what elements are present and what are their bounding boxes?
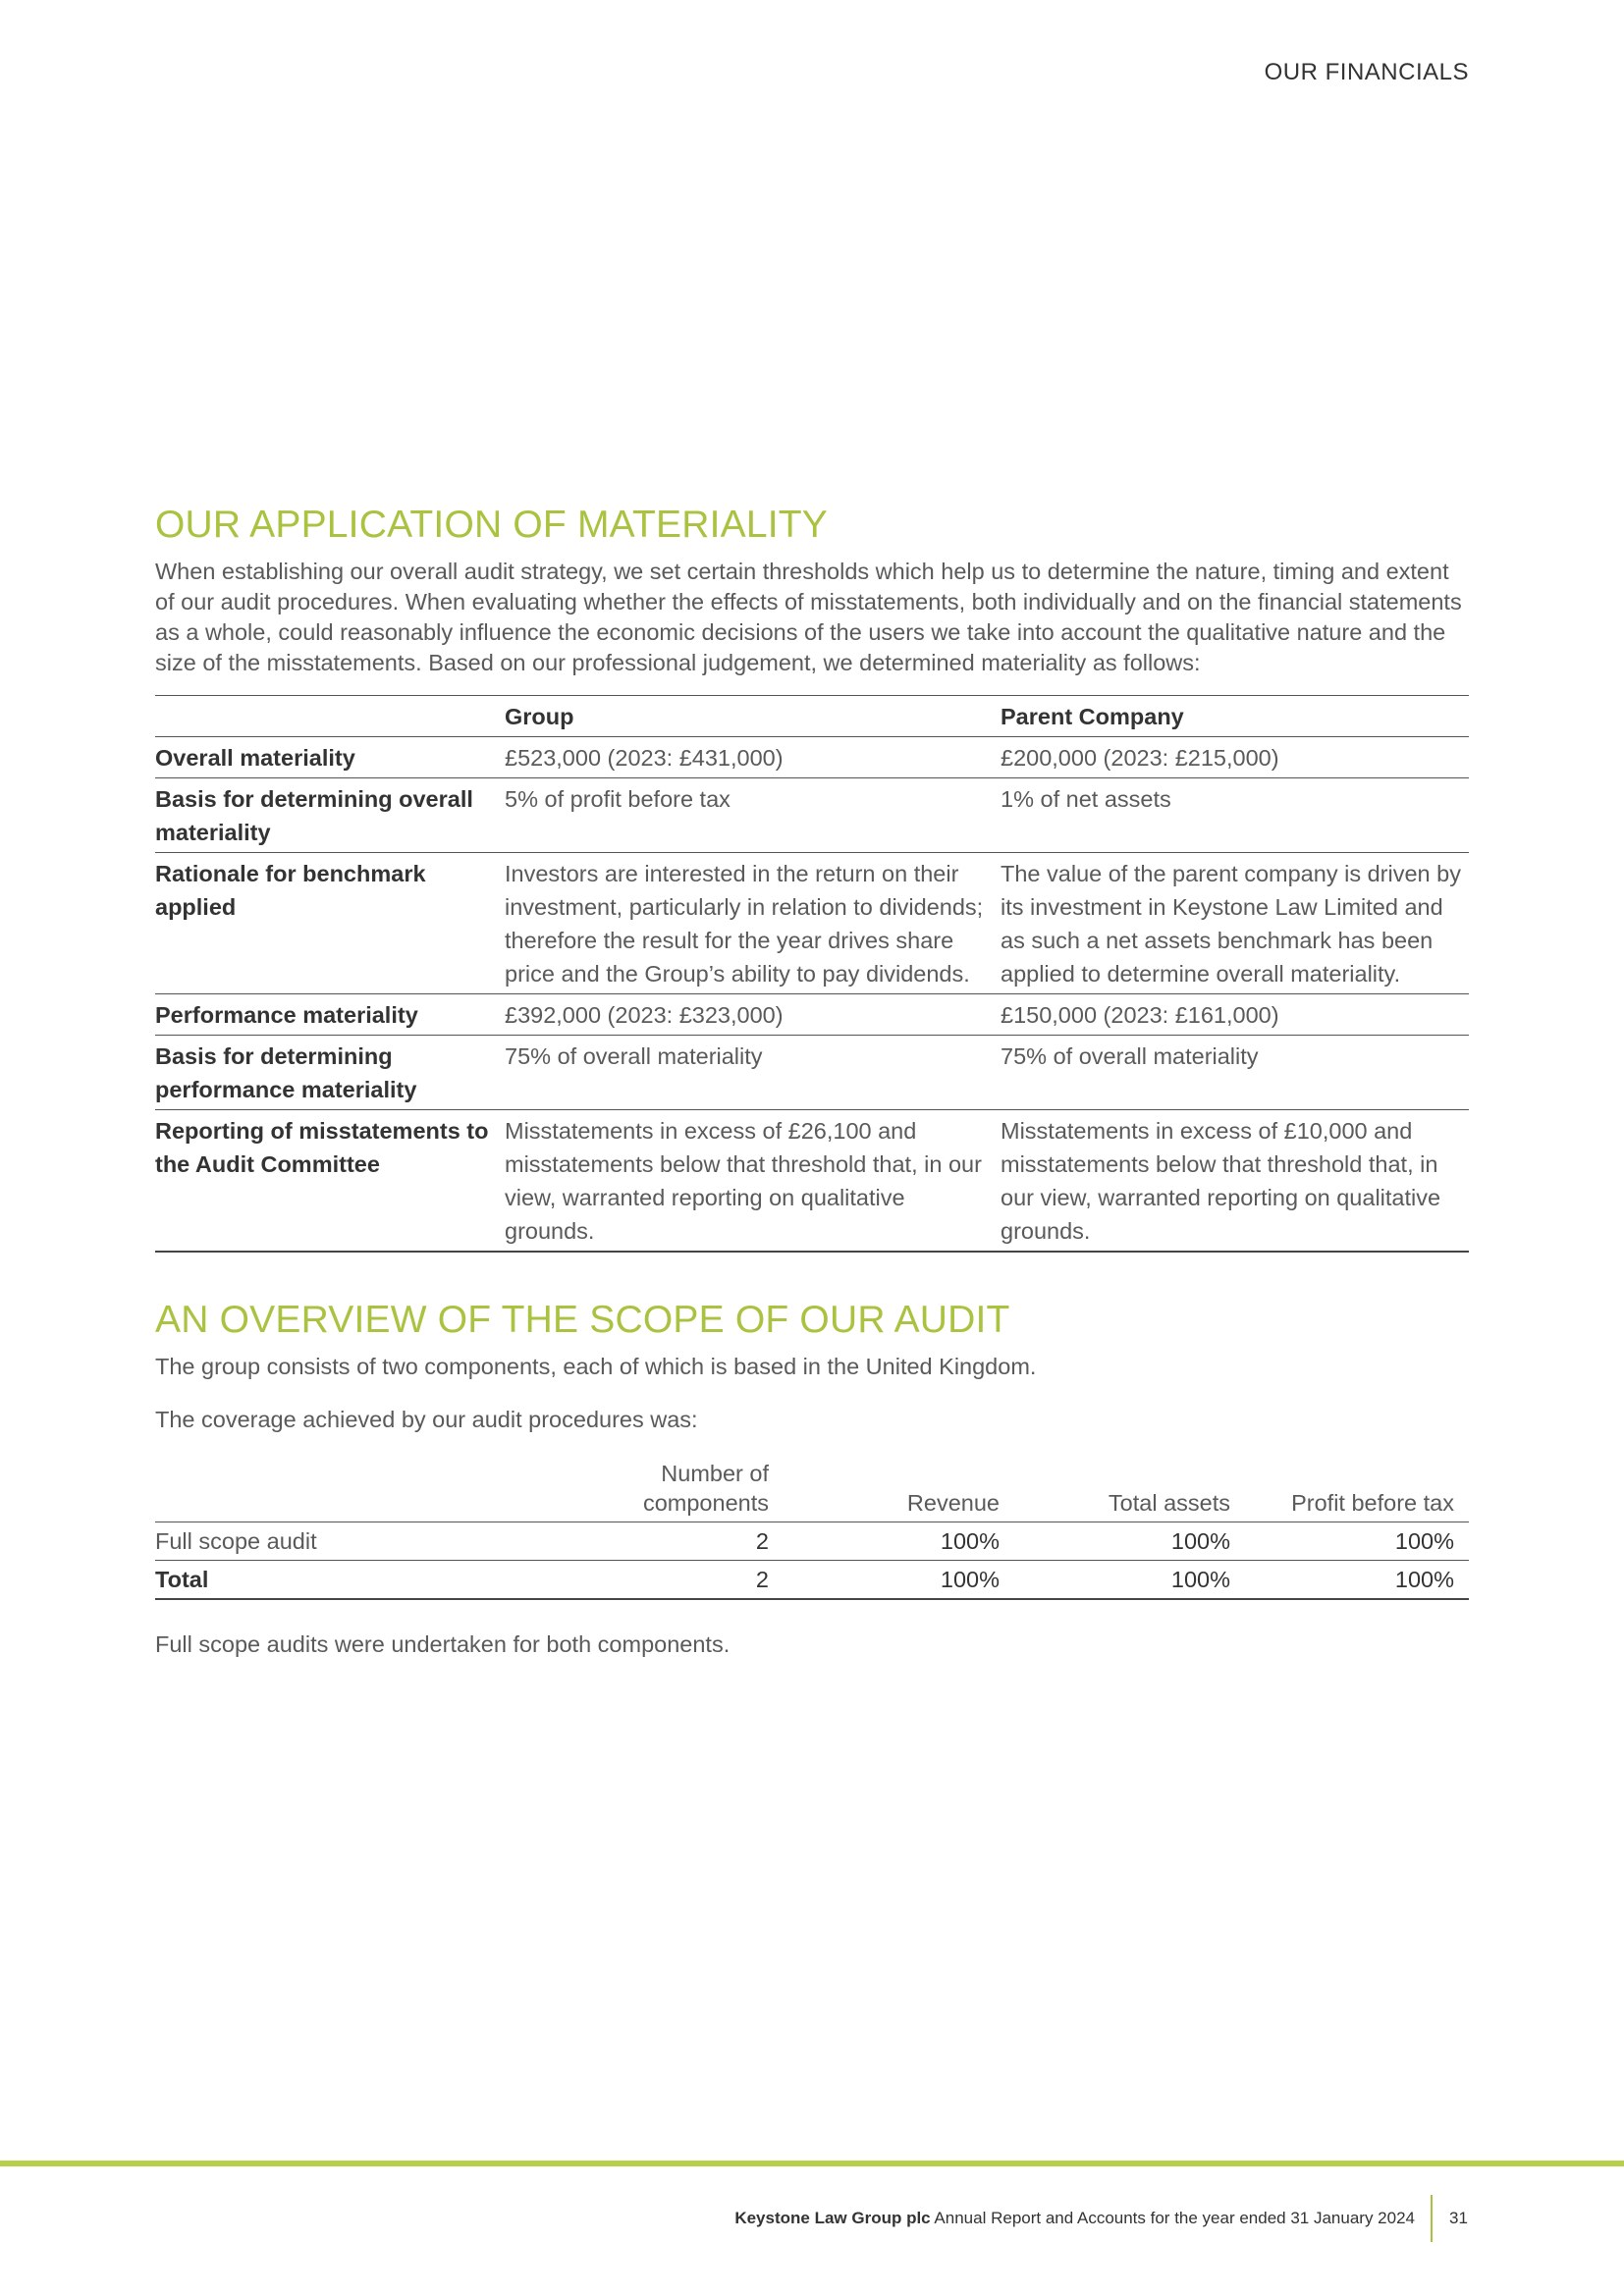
page-number: 31 [1449,2209,1468,2227]
parent-value: The value of the parent company is driven by its investment in Keystone Law Limited and as such a net assets benchmark has been applied to determine overall materiality. [1001,853,1469,994]
profit-value: 100% [1394,1528,1454,1554]
table-row [155,778,1469,853]
scope-section [155,1299,1469,1660]
column-header-components: Number of components [622,1455,784,1522]
parent-value: £150,000 (2023: £161,000) [1001,994,1469,1036]
table-row [155,1110,1469,1253]
column-header-blank [155,1455,622,1522]
materiality-title: OUR APPLICATION OF MATERIALITY [155,504,828,546]
group-value: Misstatements in excess of £26,100 and misstatements below that threshold that, in our view, warranted reporting on qualitative grounds. [505,1110,1001,1253]
row-label: Performance materiality [155,994,505,1036]
table-row [155,737,1469,778]
row-label: Overall materiality [155,745,355,771]
materiality-table [155,695,1469,1253]
revenue-value: 100% [784,1561,1014,1600]
table-row-total [155,1561,1469,1600]
table-row [155,1522,1469,1561]
scope-paragraph-coverage: The coverage achieved by our audit procedures was: [155,1407,698,1432]
scope-title: AN OVERVIEW OF THE SCOPE OF OUR AUDIT [155,1299,1010,1341]
components-value: 2 [622,1561,784,1600]
column-header-label [155,696,505,737]
footer-report-name: Annual Report and Accounts for the year ended 31 January 2024 [930,2209,1415,2227]
row-label: Full scope audit [155,1528,317,1554]
scope-closing-paragraph: Full scope audits were undertaken for both components. [155,1631,731,1657]
row-label: Total [155,1561,622,1600]
parent-value: 75% of overall materiality [1001,1036,1469,1110]
column-header-profit-before-tax: Profit before tax [1245,1455,1469,1522]
row-label: Basis for determining performance materiality [155,1036,505,1110]
table-row [155,1036,1469,1110]
table-header-row [155,696,1469,737]
column-header-parent: Parent Company [1001,696,1469,737]
materiality-section [155,504,1469,1253]
table-header-row [155,1455,1469,1522]
row-label: Rationale for benchmark applied [155,853,505,994]
components-value: 2 [755,1528,769,1554]
parent-value: £200,000 (2023: £215,000) [1001,745,1279,771]
footer-report-title [734,2209,1415,2228]
parent-value: 1% of net assets [1001,778,1469,853]
column-header-total-assets: Total assets [1014,1455,1245,1522]
scope-paragraph-components: The group consists of two components, each of which is based in the United Kingdom. [155,1354,1037,1379]
materiality-intro: When establishing our overall audit strategy, we set certain thresholds which help us to determine the nature, timing and extent of our audit procedures. When evaluating whether the effects of misstatements, both individually and on the financial statements as a whole, could reasonably influence the economic decisions of the users we take into account the qualitative nature and the size of the misstatements. Based on our professional judgement, we determined materiality as follows: [155,559,1462,675]
table-row [155,853,1469,994]
coverage-table [155,1455,1469,1600]
group-value: 75% of overall materiality [505,1036,1001,1110]
group-value: £523,000 (2023: £431,000) [505,745,784,771]
footer-divider [1431,2195,1433,2242]
parent-value: Misstatements in excess of £10,000 and misstatements below that threshold that, in our view, warranted reporting on qualitative grounds. [1001,1110,1469,1253]
group-value: 5% of profit before tax [505,778,1001,853]
section-label: OUR FINANCIALS [1264,59,1469,85]
revenue-value: 100% [940,1528,1000,1554]
row-label: Reporting of misstatements to the Audit Committee [155,1110,505,1253]
total-assets-value: 100% [1170,1528,1230,1554]
column-header-group: Group [505,696,1001,737]
profit-value: 100% [1245,1561,1469,1600]
group-value: £392,000 (2023: £323,000) [505,994,1001,1036]
total-assets-value: 100% [1014,1561,1245,1600]
table-row [155,994,1469,1036]
footer-company-name: Keystone Law Group plc [734,2209,931,2227]
footer-accent-bar [0,2161,1624,2166]
group-value: Investors are interested in the return on their investment, particularly in relation to dividends; therefore the result for the year drives share price and the Group’s ability to pay dividends. [505,853,1001,994]
row-label: Basis for determining overall materiality [155,778,505,853]
column-header-revenue: Revenue [784,1455,1014,1522]
